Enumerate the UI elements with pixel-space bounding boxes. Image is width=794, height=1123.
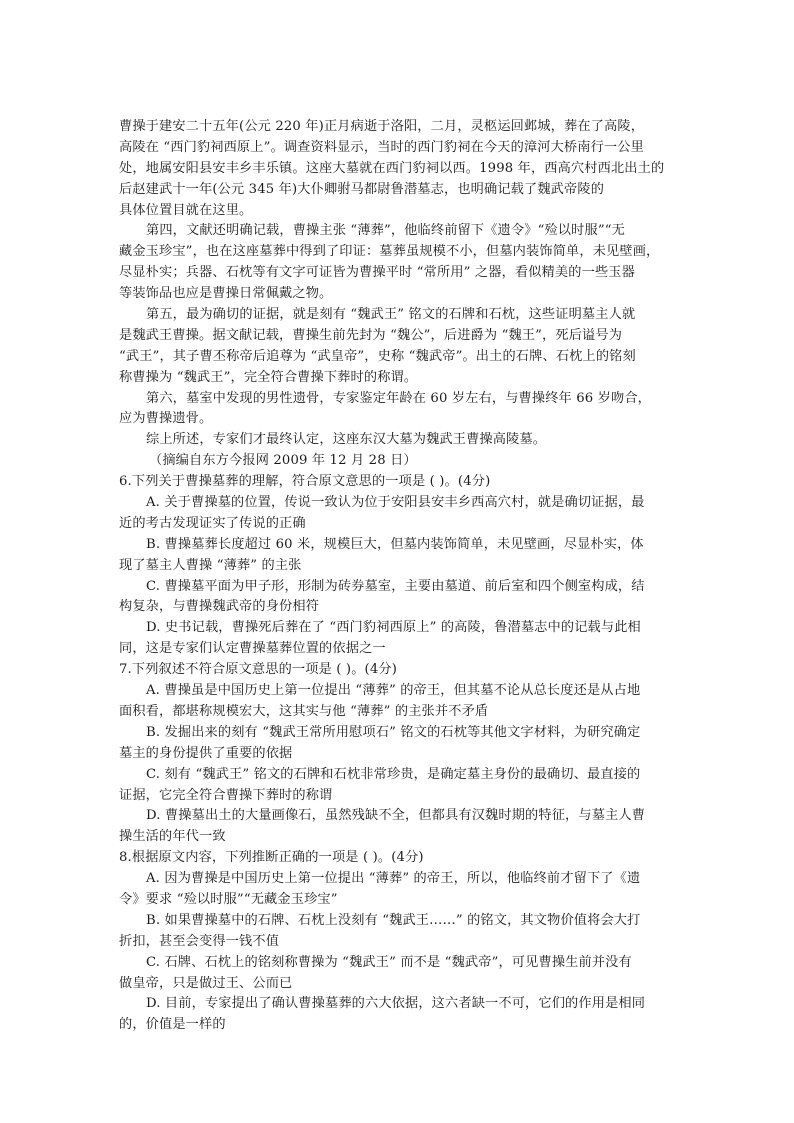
option-d bbox=[119, 994, 679, 1036]
option-line: 墓主的身份提供了重要的依据 bbox=[119, 745, 293, 761]
question-stem: 6.下列关于曹操墓葬的理解，符合原文意思的一项是 ( )。(4分) bbox=[119, 474, 491, 490]
option-line: C. 刻有 “魏武王” 铭文的石牌和石枕非常珍贵，是确定墓主身份的最确切、最直接的 bbox=[146, 766, 641, 782]
option-a bbox=[119, 681, 679, 723]
text-line: 第六，墓室中发现的男性遗骨，专家鉴定年龄在 60 岁左右，与曹操终年 66 岁吻合， bbox=[146, 390, 652, 406]
option-line: 面积看，都堪称规模宏大，这其实与他 “薄葬” 的主张并不矛盾 bbox=[119, 703, 489, 719]
option-line: 近的考古发现证实了传说的正确 bbox=[119, 515, 306, 531]
text-line: 称曹操为 “魏武王”，完全符合曹操下葬时的称谓。 bbox=[119, 369, 418, 385]
option-c bbox=[119, 577, 679, 619]
question-6 bbox=[119, 472, 679, 660]
option-line: B. 如果曹操墓中的石牌、石枕上没刻有 “魏武王……” 的铭文，其文物价值将会大打 bbox=[146, 912, 641, 928]
text-line: 综上所述，专家们才最终认定，这座东汉大墓为魏武王曹操高陵墓。 bbox=[146, 432, 547, 448]
text-line: 曹操于建安二十五年(公元 220 年)正月病逝于洛阳，二月，灵柩运回邺城，葬在了高陵， bbox=[119, 119, 645, 134]
option-line: 同，这是专家们认定曹操墓葬位置的依据之一 bbox=[119, 641, 386, 657]
option-d bbox=[119, 618, 679, 660]
option-line: 做皇帝，只是做过王、公而已 bbox=[119, 975, 293, 991]
text-line: 第五，最为确切的证据，就是刻有 “魏武王” 铭文的石牌和石枕，这些证明墓主人就 bbox=[146, 307, 636, 323]
option-line: 折扣，甚至会变得一钱不值 bbox=[119, 933, 280, 949]
text-line: 尽显朴实；兵器、石枕等有文字可证皆为曹操平时 “常所用” 之器，看似精美的一些玉器 bbox=[119, 265, 635, 281]
text-line: 处，地属安阳县安丰乡丰乐镇。这座大墓就在西门豹祠以西。1998 年，西高穴村西北出土的 bbox=[119, 160, 665, 176]
option-b bbox=[119, 535, 679, 577]
option-line: 现了墓主人曹操 “薄葬” 的主张 bbox=[119, 557, 302, 573]
question-8 bbox=[119, 848, 679, 1036]
option-line: A. 关于曹操墓的位置，传说一致认为位于安阳县安丰乡西高穴村，就是确切证据，最 bbox=[146, 495, 645, 511]
paragraph-3 bbox=[119, 117, 679, 221]
option-line: D. 曹操墓出土的大量画像石，虽然残缺不全，但都具有汉魏时期的特征，与墓主人曹 bbox=[146, 808, 646, 824]
text-line: 应为曹操遗骨。 bbox=[119, 411, 213, 427]
option-line: B. 发掘出来的刻有 “魏武王常所用慰项石” 铭文的石枕等其他文字材料，为研究确定 bbox=[146, 724, 641, 740]
option-line: C. 石牌、石枕上的铭刻称曹操为 “魏武王” 而不是 “魏武帝”，可见曹操生前并没有 bbox=[146, 954, 632, 970]
option-line: C. 曹操墓平面为甲子形，形制为砖券墓室，主要由墓道、前后室和四个侧室构成，结 bbox=[146, 578, 645, 594]
option-line: B. 曹操墓葬长度超过 60 米，规模巨大，但墓内装饰简单，未见壁画，尽显朴实，体 bbox=[146, 536, 644, 552]
text-line: “武王”，其子曹丕称帝后追尊为 “武皇帝”，史称 “魏武帝”。出土的石牌、石枕上的铭刻 bbox=[119, 348, 636, 364]
option-line: A. 曹操虽是中国历史上第一位提出 “薄葬” 的帝王，但其墓不论从总长度还是从占地 bbox=[146, 683, 641, 699]
option-d bbox=[119, 806, 679, 848]
question-stem: 8.根据原文内容，下列推断正确的一项是 ( )。(4分) bbox=[119, 850, 424, 866]
text-line: 具体位置目就在这里。 bbox=[119, 202, 253, 218]
text-line: 后赵建武十一年(公元 345 年)大仆卿驸马都尉鲁潜墓志，也明确记载了魏武帝陵的 bbox=[119, 181, 605, 197]
option-line: A. 因为曹操是中国历史上第一位提出 “薄葬” 的帝王，所以，他临终前才留下了《遗 bbox=[146, 871, 641, 887]
text-line: 藏金玉珍宝”，也在这座墓葬中得到了印证：墓葬虽规模不小，但墓内装饰简单，未见壁画， bbox=[119, 244, 660, 260]
option-line: D. 目前，专家提出了确认曹操墓葬的六大依据，这六者缺一不可，它们的作用是相同 bbox=[146, 996, 646, 1012]
question-stem: 7.下列叙述不符合原文意思的一项是 ( )。(4分) bbox=[119, 662, 398, 678]
option-line: 构复杂，与曹操魏武帝的身份相符 bbox=[119, 599, 320, 615]
option-c bbox=[119, 953, 679, 995]
option-line: 的，价值是一样的 bbox=[119, 1017, 226, 1033]
option-line: 证据，它完全符合曹操下葬时的称谓 bbox=[119, 787, 333, 803]
option-b bbox=[119, 911, 679, 953]
option-line: 操生活的年代一致 bbox=[119, 829, 226, 845]
option-a bbox=[119, 493, 679, 535]
option-b bbox=[119, 723, 679, 765]
paragraph-conclusion bbox=[119, 430, 679, 451]
text-line: 等装饰品也应是曹操日常佩戴之物。 bbox=[119, 286, 333, 302]
option-line: D. 史书记载，曹操死后葬在了 “西门豹祠西原上” 的高陵，鲁潜墓志中的记载与此相 bbox=[146, 620, 641, 636]
option-a bbox=[119, 869, 679, 911]
text-line: 是魏武王曹操。据文献记载，曹操生前先封为 “魏公”，后进爵为 “魏王”，死后谥号为 bbox=[119, 327, 623, 343]
document-page bbox=[119, 117, 679, 1036]
source-note: （摘编自东方今报网 2009 年 12 月 28 日） bbox=[149, 453, 417, 469]
text-line: 第四，文献还明确记载，曹操主张 “薄葬”，他临终前留下《遗令》“殓以时服”“无 bbox=[146, 223, 625, 239]
paragraph-5 bbox=[119, 305, 679, 389]
paragraph-4 bbox=[119, 221, 679, 305]
paragraph-6 bbox=[119, 389, 679, 431]
question-7 bbox=[119, 660, 679, 848]
option-line: 令》要求 “殓以时服”“无藏金玉珍宝” bbox=[119, 891, 338, 907]
text-line: 高陵在 “西门豹祠西原上”。调查资料显示，当时的西门豹祠在今天的漳河大桥南行一公里 bbox=[119, 139, 644, 155]
option-c bbox=[119, 765, 679, 807]
